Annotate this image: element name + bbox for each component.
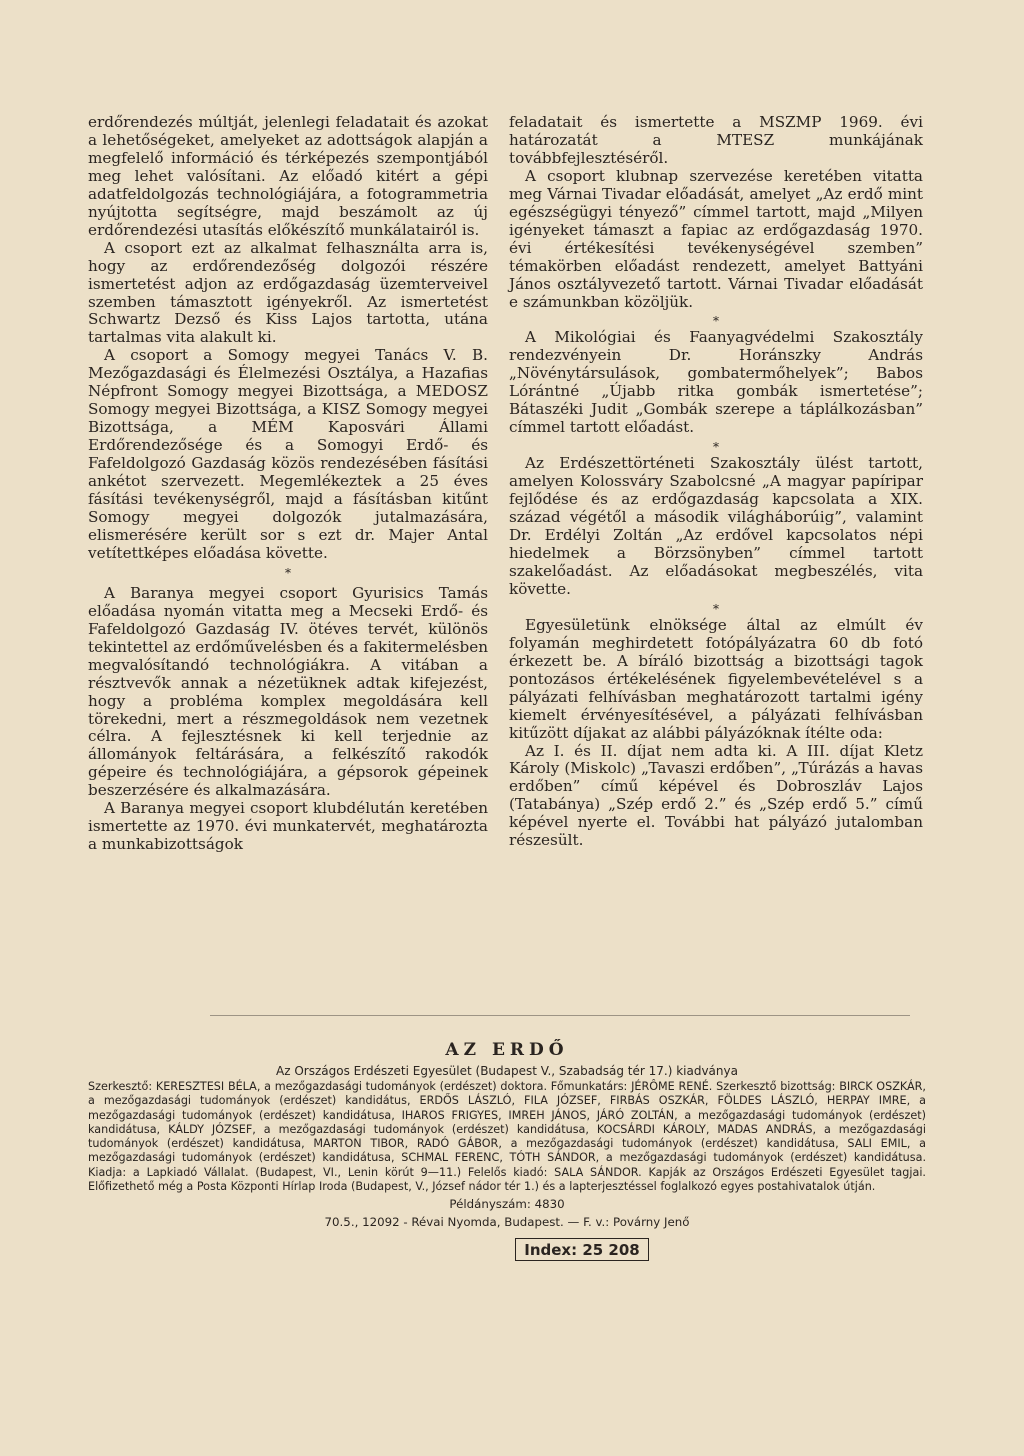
section-separator: * [713,314,719,329]
paragraph: A csoport a Somogy megyei Tanács V. B. Mezőgazdasági és Élelmezési Osztálya, a Hazafias Népfront Somogy megyei Bizottsága, a MEDOSZ Somogy megyei Bizottsága, a KISZ Somogy megyei Bizottsága, a MÉM Kaposvári Állami Erdőrendezősége és a Somogyi Erdő- és Fafeldolgozó Gazdaság közös rendezésében fásítási ankétot szervezett. Megemlékeztek a 25 éves fásítási tevékenységről, majd a fásításban kitűnt Somogy megyei dolgozók jutalmazására, elismerésére került sor s ezt dr. Majer Antal vetítettképes előadása követte. [88,346,488,562]
print-run: Példányszám: 4830 [449,1197,565,1212]
section-separator: * [713,440,719,455]
paragraph: A Mikológiai és Faanyagvédelmi Szakosztály rendezvényein Dr. Horánszky András „Növénytársulások, gombatermőhelyek”; Babos Lórántné „Újabb ritka gombák ismertetése”; Bátaszéki Judit „Gombák szerepe a táplálkozásban” címmel tartott előadást. [509,328,923,437]
right-column [509,114,923,850]
editorial-staff: Szerkesztő: KERESZTESI BÉLA, a mezőgazdasági tudományok (erdészet) doktora. Főmunkatárs: JÉRÔME RENÉ. Szerkesztő bizottság: BIRCK OSZKÁR, a mezőgazdasági tudományok (erdészet) kandidátus, ERDŐS LÁSZLÓ, FILA JÓZSEF, FIRBÁS OSZKÁR, FÖLDES LÁSZLÓ, HERPAY IMRE, a mezőgazdasági tudományok (erdészet) kandidátusa, IHAROS FRIGYES, IMREH JÁNOS, JÁRÓ ZOLTÁN, a mezőgazdasági tudományok (erdészet) kandidátusa, KÁLDY JÓZSEF, a mezőgazdasági tudományok (erdészet) kandidátusa, KOCSÁRDI KÁROLY, MADAS ANDRÁS, a mezőgazdasági tudományok (erdészet) kandidátusa, MARTON TIBOR, RADÓ GÁBOR, a mezőgazdasági tudományok (erdészet) kandidátusa, SALI EMIL, a mezőgazdasági tudományok (erdészet) kandidátusa, SCHMAL FERENC, TÓTH SÁNDOR, a mezőgazdasági tudományok (erdészet) kandidátusa. Kiadja: a Lapkiadó Vállalat. (Budapest, VI., Lenin körút 9—11.) Felelős kiadó: SALA SÁNDOR. Kapják az Országos Erdészeti Egyesület tagjai. Előfizethető még a Posta Központi Hírlap Iroda (Budapest, V., József nádor tér 1.) és a lapterjesztéssel foglalkozó egyes postahivatalok útján. [88,1080,926,1194]
paragraph: A Baranya megyei csoport Gyurisics Tamás előadása nyomán vitatta meg a Mecseki Erdő- és Fafeldolgozó Gazdaság IV. ötéves tervét, különös tekintettel az erdőművelésben és a fakitermelésben megvalósítandó technológiákra. A vitában a résztvevők annak a nézetüknek adtak kifejezést, hogy a probléma komplex megoldására kell törekedni, mert a részmegoldások nem vezetnek célra. A fejlesztésnek ki kell terjednie az állományok feltárására, a felkészítő rakodók gépeire és technológiájára, a gépsorok gépeinek beszerzésére és alkalmazására. [88,583,488,800]
index-box: Index: 25 208 [515,1238,648,1261]
left-column [88,114,488,854]
paragraph: Az I. és II. díjat nem adta ki. A III. díjat Kletz Károly (Miskolc) „Tavaszi erdőben”, „Túrázás a havas erdőben” című képével és Dobroszláv Lajos (Tatabánya) „Szép erdő 2.” és „Szép erdő 5.” című képével nyerte el. További hat pályázó jutalomban részesült. [509,741,923,850]
paragraph: feladatait és ismertette a MSZMP 1969. évi határozatát a MTESZ munkájának továbbfejlesztéséről. [509,113,923,167]
masthead: AZ ERDŐ [445,1040,569,1060]
paragraph: A Baranya megyei csoport klubdélután keretében ismertette az 1970. évi munkatervét, meghatározta a munkabizottságok [88,799,488,854]
section-separator: * [713,601,719,616]
divider [210,1015,910,1016]
paragraph: A csoport ezt az alkalmat felhasználta arra is, hogy az erdőrendezőség dolgozói részére ismertetést adjon az erdőgazdaság üzemterveivel szemben támasztott igényekről. Az ismertetést Schwartz Dezső és Kiss Lajos tartotta, utána tartalmas vita alakult ki. [88,238,488,347]
paragraph: erdőrendezés múltját, jelenlegi feladatait és azokat a lehetőségeket, amelyeket az adottságok alapján a megfelelő információ és térképezés szempontjából meg lehet valósítani. Az előadó kitért a gépi adatfeldolgozás technológiájára, a fotogrammetria nyújtotta segítségre, majd beszámolt az új erdőrendezési utasítás előkészítő munkálatairól is. [88,113,488,239]
paragraph: A csoport klubnap szervezése keretében vitatta meg Várnai Tivadar előadását, amelyet „Az erdő mint egészségügyi tényező” címmel tartott, majd „Milyen igényeket támaszt a fapiac az erdőgazdaság 1970. évi értékesítési tevékenységével szemben” témakörben előadást rendezett, amelyet Battyáni János osztályvezető tartott. Várnai Tivadar előadását e számunkban közöljük. [509,166,923,311]
colophon [88,1040,926,1261]
paragraph: Az Erdészettörténeti Szakosztály ülést tartott, amelyen Kolossváry Szabolcsné „A magyar papíripar fejlődése és az erdőgazdaság kapcsolata a XIX. század végétől a második világháborúig”, valamint Dr. Erdélyi Zoltán „Az erdővel kapcsolatos népi hiedelmek a Börzsönyben” címmel tartott szakelőadást. Az előadásokat megbeszélés, vita követte. [509,454,923,598]
publisher-line: Az Országos Erdészeti Egyesület (Budapest V., Szabadság tér 17.) kiadványa [276,1064,738,1078]
paragraph: Egyesületünk elnöksége által az elmúlt év folyamán meghirdetett fotópályázatra 60 db fotó érkezett be. A bíráló bizottság a bizottsági tagok pontozásos értékelésének figyelembevételével s a pályázati felhívásban meghatározott tartalmi igény kiemelt érvényesítésével, a pályázati felhívásban kitűzött díjakat az alábbi pályázóknak ítélte oda: [509,615,923,742]
section-separator: * [285,565,291,580]
printer-line: 70.5., 12092 - Révai Nyomda, Budapest. — F. v.: Povárny Jenő [324,1215,690,1230]
